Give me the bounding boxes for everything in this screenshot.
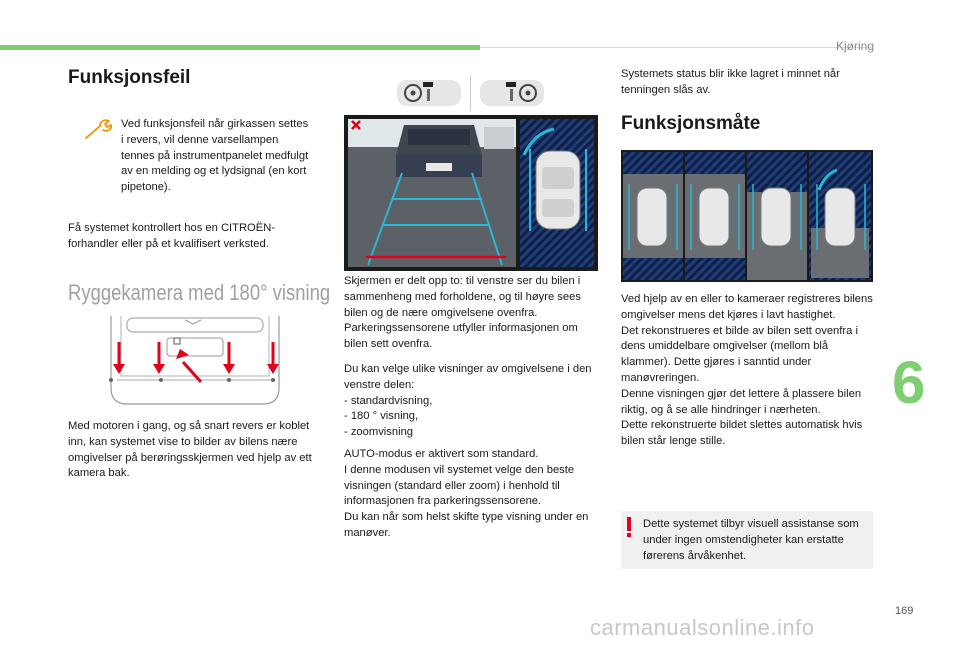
views-intro: Du kan velge ulike visninger av omgivelsene i den venstre delen: <box>344 363 592 391</box>
view-option-180: - 180 ° visning, <box>344 410 419 423</box>
exclamation-icon <box>623 515 635 539</box>
auto-mode-text-3: Du kan når som helst skifte type visning under en manøver. <box>344 511 589 539</box>
desc-paragraph-1: Ved hjelp av en eller to kameraer registreres bilens omgivelser mens det kjøres i lavt hastighet. <box>621 293 873 321</box>
chapter-number: 6 <box>892 349 926 416</box>
page-number: 169 <box>895 605 914 617</box>
functioning-description <box>621 292 876 450</box>
watermark: carmanualsonline.info <box>590 615 815 640</box>
camera-description: Med motoren i gang, og så snart revers er koblet inn, kan systemet vise to bilder av bilens nære omgivelser på berøringsskjermen ved hjelp av ett kamera bak. <box>68 420 312 480</box>
status-text: Systemets status blir ikke lagret i minnet når tenningen slås av. <box>621 68 840 96</box>
desc-paragraph-2: Det rekonstrueres et bilde av bilen sett ovenfra i dens umiddelbare omgivelser (mellom blå klammer). Dette gjøres i sanntid under manøvreringen. <box>621 324 858 384</box>
wrench-icon <box>84 118 114 142</box>
camera-screen <box>344 115 598 271</box>
title-funksjonsfeil: Funksjonsfeil <box>68 67 191 88</box>
steering-wheel-icon <box>397 80 461 106</box>
top-view-sequence-image <box>621 150 873 282</box>
camera-view-image <box>344 115 598 271</box>
section-header: Kjøring <box>835 39 874 53</box>
wrench-warning-text: Ved funksjonsfeil når girkassen settes i revers, vil denne varsellampen tennes på instrumentpanelet medfulgt av en melding og et lydsignal (en kort pipetone). <box>121 118 309 194</box>
header-rule <box>480 47 872 48</box>
auto-mode-text: AUTO-modus er aktivert som standard. <box>344 448 539 460</box>
auto-mode-section <box>344 447 602 542</box>
header-accent-bar <box>0 45 480 50</box>
title-funksjonsmaate: Funksjonsmåte <box>621 113 761 134</box>
screen-description: Skjermen er delt opp to: til venstre ser du bilen i sammenheng med forholdene, og til høyre sees bilen og de nære omgivelsene ovenfra. Parkeringssensorene utfyller informasjonen om bilen sett ovenfra. <box>344 275 581 351</box>
desc-paragraph-4: Dette rekonstruerte bildet slettes automatisk hvis bilen står lenge stille. <box>621 419 863 448</box>
views-section <box>344 362 602 441</box>
icon-divider <box>470 75 471 111</box>
top-view-sequence <box>621 150 873 282</box>
view-option-zoom: - zoomvisning <box>344 426 414 439</box>
auto-mode-text-2: I denne modusen vil systemet velge den beste visningen (standard eller zoom) i henhold til informasjonen fra parkeringssensorene. <box>344 463 575 508</box>
warning-box <box>621 511 873 569</box>
view-option-standard: - standardvisning, <box>344 394 433 407</box>
dealer-text: Få systemet kontrollert hos en CITROËN-forhandler eller på et kvalifisert verksted. <box>68 222 276 250</box>
steering-wheel-icon <box>480 80 544 106</box>
control-icon-right <box>480 80 544 106</box>
rear-camera-car-image <box>97 314 293 414</box>
control-icon-left <box>397 80 461 106</box>
warning-text: Dette systemet tilbyr visuell assistanse som under ingen omstendigheter kan erstatte førerens årvåkenhet. <box>643 518 859 562</box>
title-ryggekamera: Ryggekamera med 180° visning <box>68 280 331 305</box>
desc-paragraph-3: Denne visningen gjør det lettere å plassere bilen riktig, og å se alle hindringer i nærheten. <box>621 387 862 416</box>
